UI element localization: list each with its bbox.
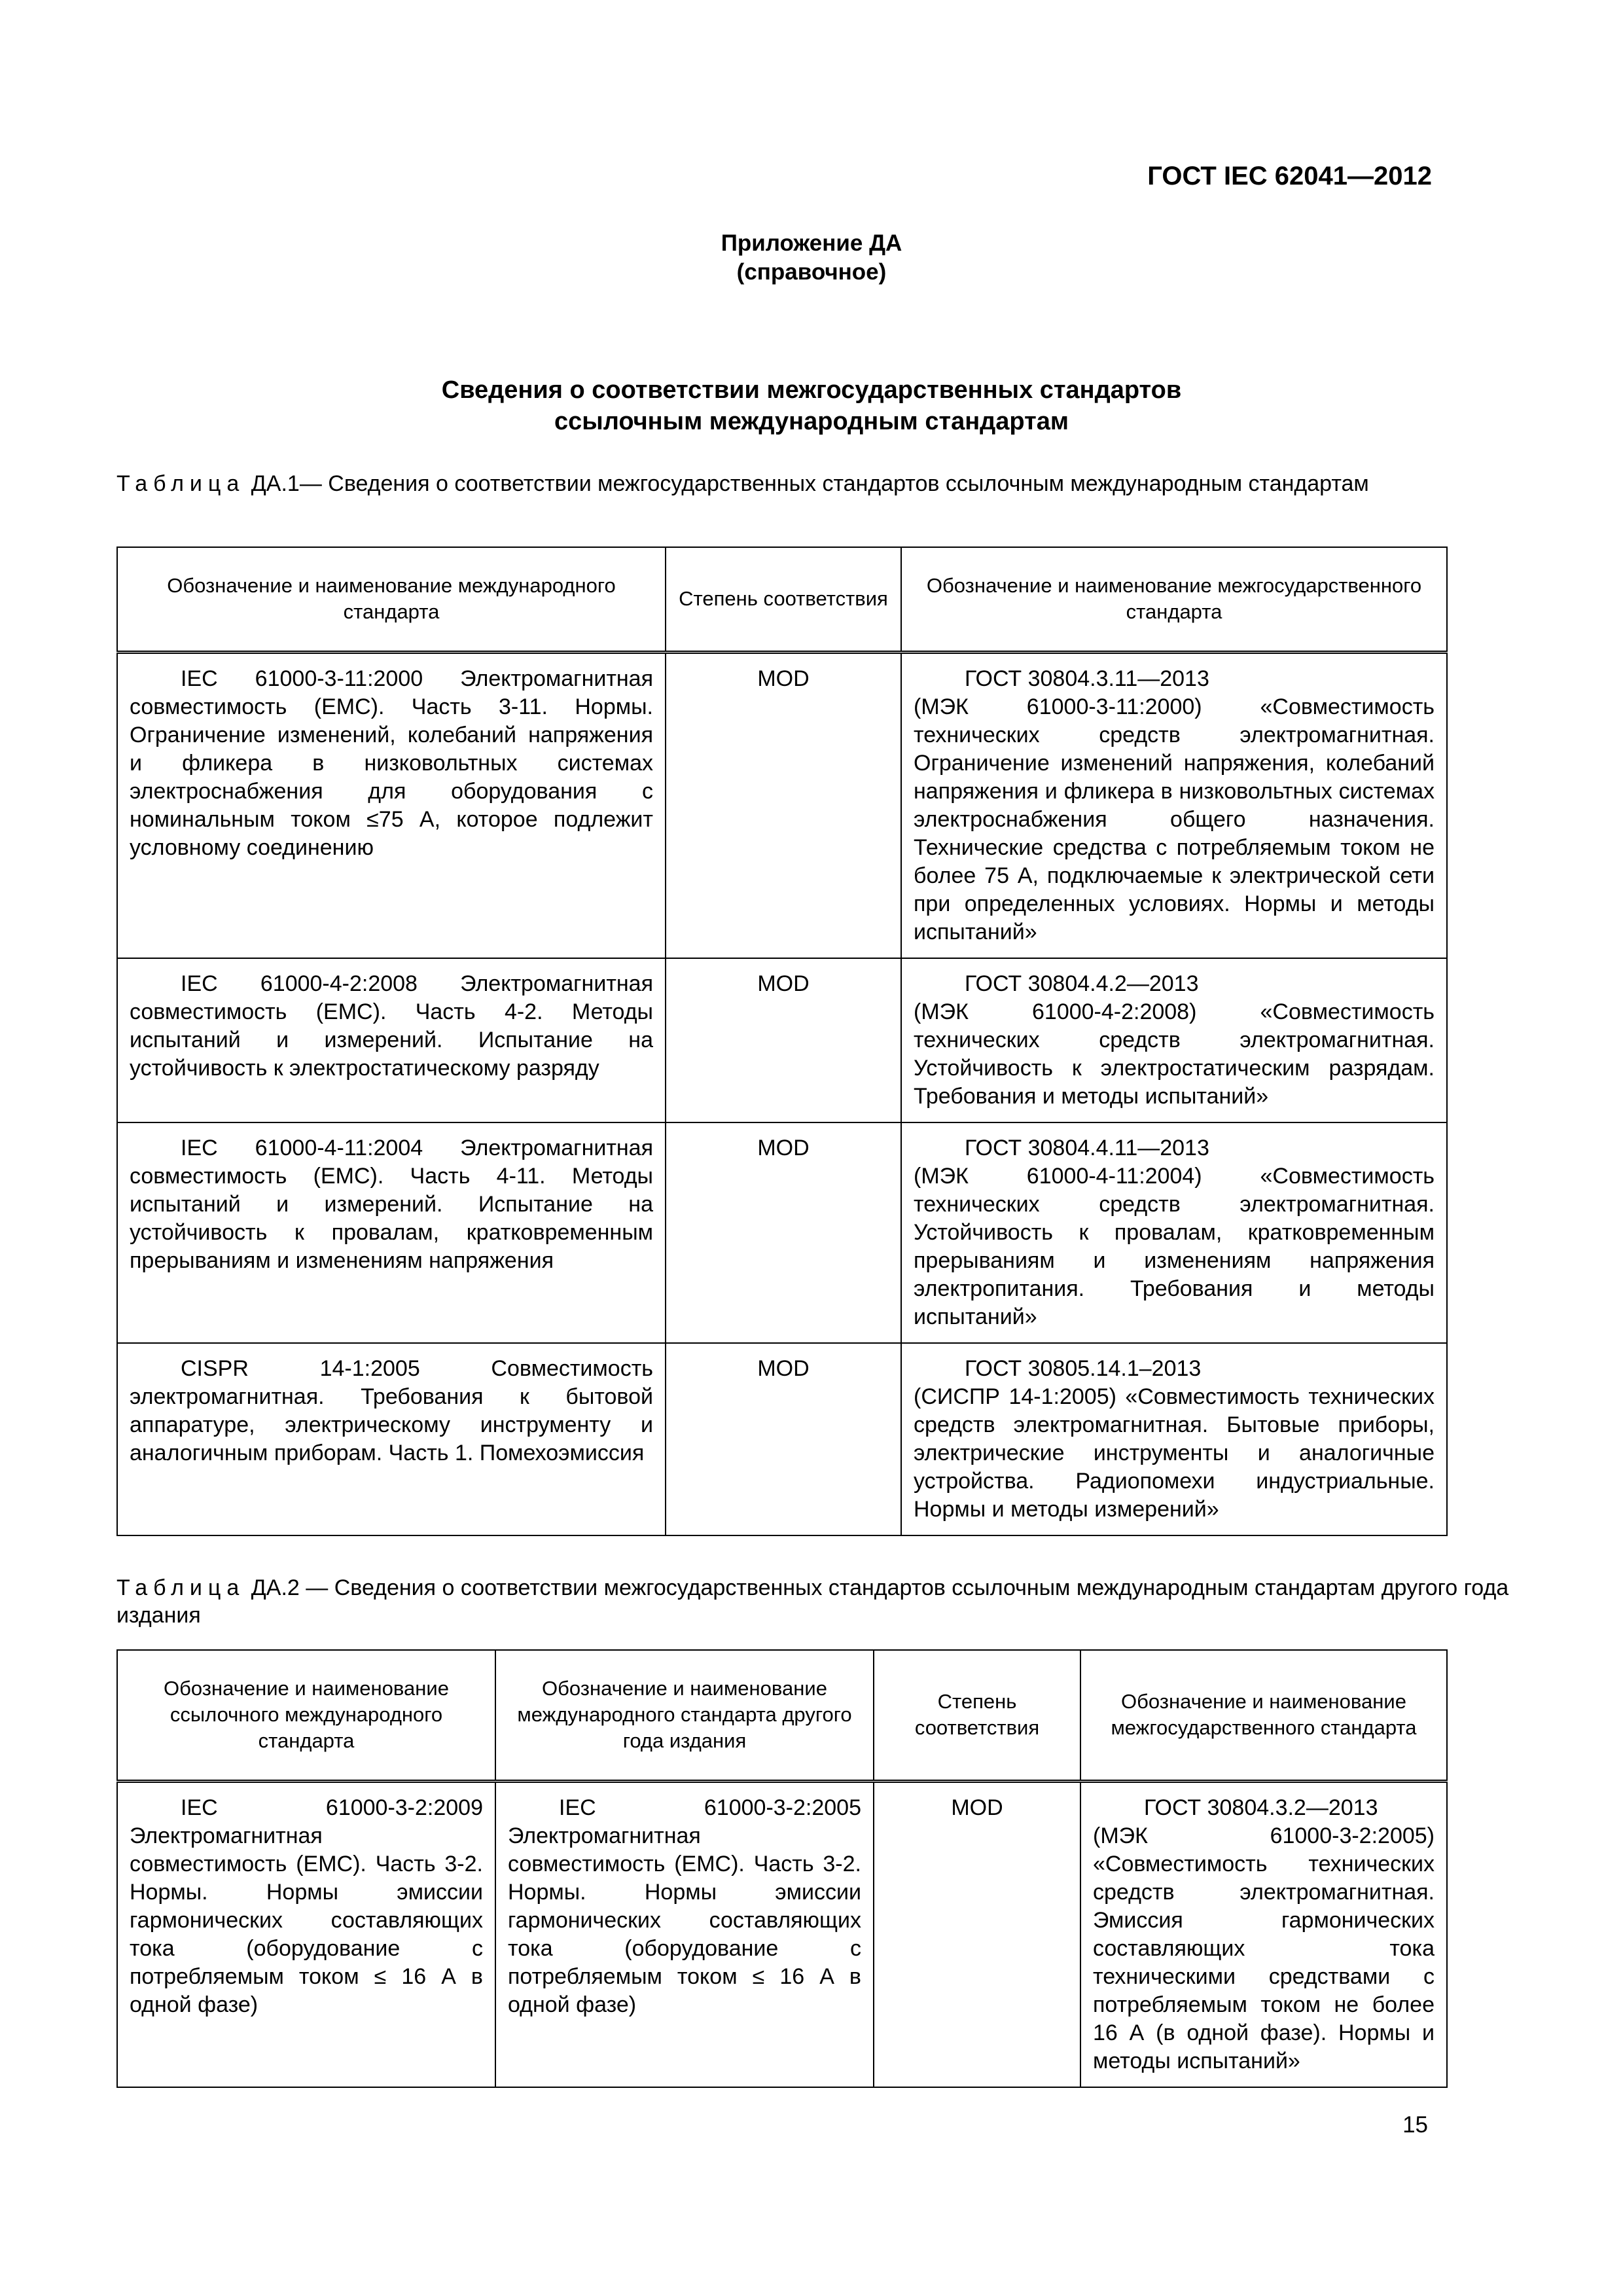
table-row — [117, 652, 1447, 958]
table-2 — [116, 1649, 1448, 2088]
international-standard-cell: IEC 61000-3-11:2000 Электромагнитная совместимость (EMC). Часть 3-11. Нормы. Ограничение изменений, колебаний напряжения и фликера в низковольтных системах электроснабжения для оборудования с номинальным током ≤75 А, которое подлежит условному соединению — [117, 652, 666, 958]
interstate-standard-cell — [901, 958, 1447, 1122]
table-1-header-row — [117, 547, 1447, 652]
table-2-header-interstate: Обозначение и наименование межгосударственного стандарта — [1080, 1650, 1447, 1781]
table-row — [117, 958, 1447, 1122]
referenced-standard-cell: IEC 61000-3-2:2009 Электромагнитная совместимость (EMC). Часть 3-2. Нормы. Нормы эмиссии гармонических составляющих тока (оборудование с потребляемым током ≤ 16 А в одной фазе) — [117, 1781, 495, 2087]
page-number: 15 — [1402, 2112, 1428, 2138]
interstate-code: ГОСТ 30804.3.2—2013 — [1144, 1795, 1378, 1820]
interstate-text: (МЭК 61000-4-2:2008) «Совместимость технических средств электромагнитная. Устойчивость к электростатическим разрядам. Требования и методы испытаний» — [914, 999, 1435, 1109]
table-1-header-international: Обозначение и наименование международного стандарта — [117, 547, 666, 652]
section-title-line-1: Сведения о соответствии межгосударственных стандартов — [441, 376, 1182, 404]
appendix-heading — [0, 229, 1623, 287]
degree-cell: MOD — [666, 1122, 901, 1343]
table-2-header-row — [117, 1650, 1447, 1781]
table-1-header-degree: Степень соответствия — [666, 547, 901, 652]
table-2-header-other-year: Обозначение и наименование международного стандарта другого года издания — [495, 1650, 874, 1781]
international-standard-cell: CISPR 14-1:2005 Совместимость электромагнитная. Требования к бытовой аппаратуре, электрическому инструменту и аналогичным приборам. Часть 1. Помехоэмиссия — [117, 1343, 666, 1535]
degree-cell: MOD — [666, 1343, 901, 1535]
international-standard-cell: IEC 61000-4-2:2008 Электромагнитная совместимость (EMC). Часть 4-2. Методы испытаний и измерений. Испытание на устойчивость к электростатическому разряду — [117, 958, 666, 1122]
table-1-caption-text: ДА.1— Сведения о соответствии межгосударственных стандартов ссылочным международным стандартам — [245, 471, 1369, 496]
table-row — [117, 1122, 1447, 1343]
interstate-code: ГОСТ 30805.14.1–2013 — [965, 1355, 1202, 1381]
interstate-standard-cell — [901, 1343, 1447, 1535]
table-2-caption — [116, 1574, 1510, 1629]
degree-cell: MOD — [666, 958, 901, 1122]
appendix-title: Приложение ДА — [721, 230, 902, 256]
table-1-caption-prefix: Таблица — [116, 471, 245, 496]
interstate-text: (МЭК 61000-3-11:2000) «Совместимость технических средств электромагнитная. Ограничение изменений напряжения, колебаний напряжения и фликера в низковольтных системах электроснабжения общего назначения. Технические средства с потребляемым током не более 75 А, подключаемые к электрической сети при определенных условиях. Нормы и методы испытаний» — [914, 694, 1435, 944]
interstate-standard-cell — [1080, 1781, 1447, 2087]
table-row — [117, 1781, 1447, 2087]
other-year-standard-cell: IEC 61000-3-2:2005 Электромагнитная совместимость (EMC). Часть 3-2. Нормы. Нормы эмиссии гармонических составляющих тока (оборудование с потребляемым током ≤ 16 А в одной фазе) — [495, 1781, 874, 2087]
interstate-code: ГОСТ 30804.4.11—2013 — [965, 1135, 1209, 1160]
interstate-text: (СИСПР 14-1:2005) «Совместимость технических средств электромагнитная. Бытовые приборы, электрические инструменты и аналогичные устройства. Радиопомехи индустриальные. Нормы и методы измерений» — [914, 1384, 1435, 1522]
table-1 — [116, 547, 1448, 1536]
interstate-standard-cell — [901, 652, 1447, 958]
table-row — [117, 1343, 1447, 1535]
document-code: ГОСТ IEC 62041—2012 — [1147, 162, 1432, 190]
interstate-text: (МЭК 61000-4-11:2004) «Совместимость технических средств электромагнитная. Устойчивость к провалам, кратковременным прерываниям и изменениям напряжения электропитания. Требования и методы испытаний» — [914, 1163, 1435, 1329]
degree-cell: MOD — [666, 652, 901, 958]
degree-cell: MOD — [874, 1781, 1080, 2087]
table-1-caption — [116, 470, 1510, 497]
interstate-text: (МЭК 61000-3-2:2005) «Совместимость технических средств электромагнитная. Эмиссия гармонических составляющих тока техническими средствами с потребляемым током не более 16 А (в одной фазе). Нормы и методы испытаний» — [1093, 1823, 1435, 2073]
table-2-header-degree: Степень соответствия — [874, 1650, 1080, 1781]
interstate-standard-cell — [901, 1122, 1447, 1343]
table-2-caption-prefix: Таблица — [116, 1575, 245, 1600]
table-2-header-referenced: Обозначение и наименование ссылочного международного стандарта — [117, 1650, 495, 1781]
table-1-header-interstate: Обозначение и наименование межгосударственного стандарта — [901, 547, 1447, 652]
appendix-subtitle: (справочное) — [736, 259, 887, 285]
interstate-code: ГОСТ 30804.4.2—2013 — [965, 971, 1199, 996]
interstate-code: ГОСТ 30804.3.11—2013 — [965, 666, 1209, 691]
section-title — [0, 374, 1623, 437]
international-standard-cell: IEC 61000-4-11:2004 Электромагнитная совместимость (EMC). Часть 4-11. Методы испытаний и измерений. Испытание на устойчивость к провалам, кратковременным прерываниям и изменениям напряжения — [117, 1122, 666, 1343]
section-title-line-2: ссылочным международным стандартам — [554, 408, 1069, 435]
table-2-caption-text: ДА.2 — Сведения о соответствии межгосударственных стандартов ссылочным международным стандартам другого года издания — [116, 1575, 1509, 1628]
